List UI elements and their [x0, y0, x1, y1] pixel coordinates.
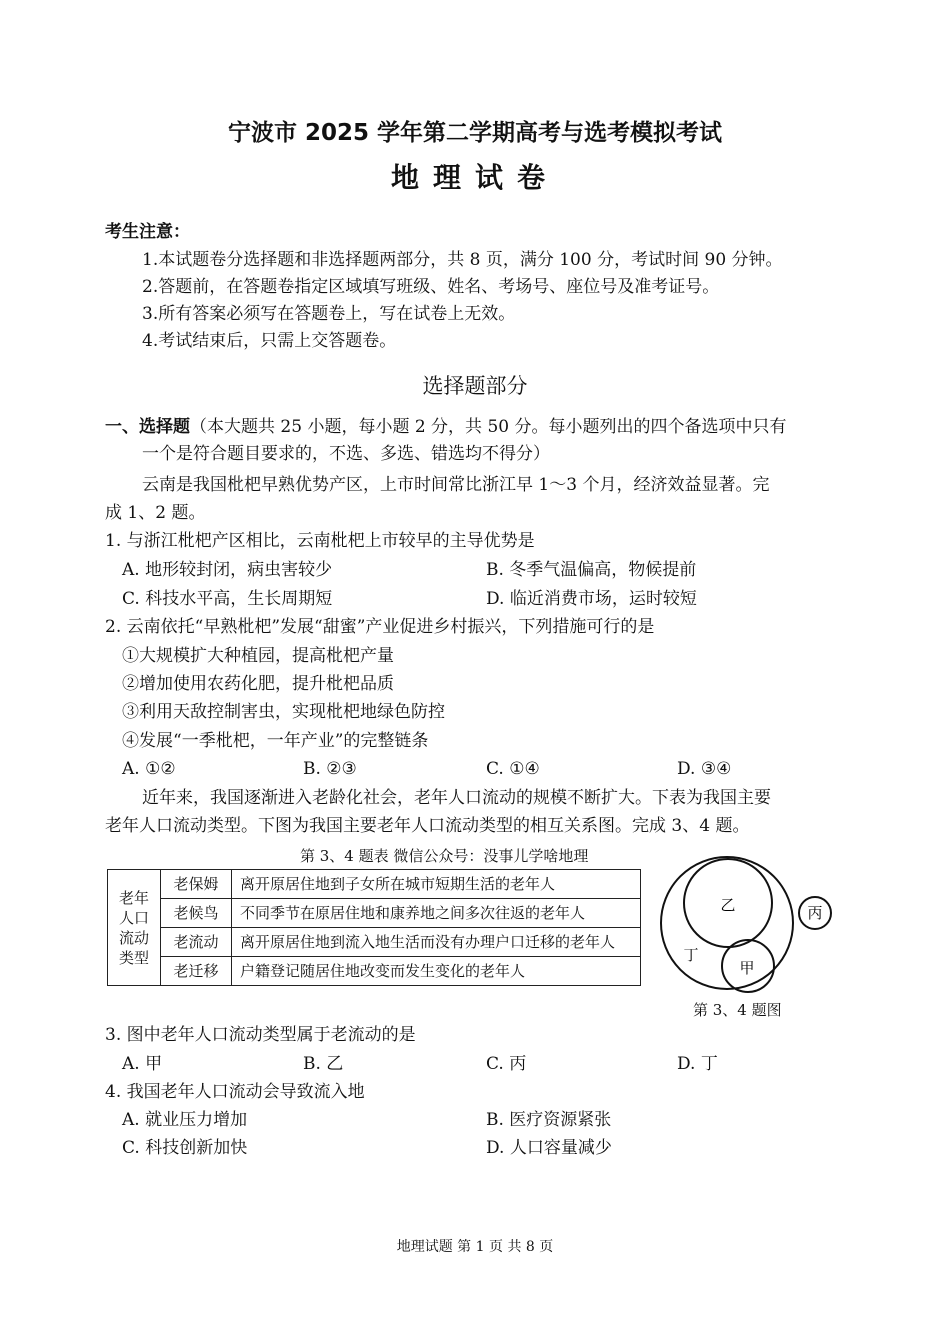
- q2-item-2: ②增加使用农药化肥，提升枇杷品质: [122, 674, 394, 694]
- q3-option-b: B. 乙: [303, 1054, 344, 1074]
- table-row: [108, 957, 641, 986]
- q2-option-a: A. ①②: [122, 759, 176, 779]
- passage1-line1: 云南是我国枇杷早熟优势产区，上市时间常比浙江早 1～3 个月，经济效益显著。完: [142, 475, 770, 495]
- q1-stem: 1. 与浙江枇杷产区相比，云南枇杷上市较早的主导优势是: [105, 531, 535, 551]
- table-cell-type: 老候鸟: [161, 899, 232, 928]
- q4-option-d: D. 人口容量减少: [486, 1138, 612, 1158]
- exam-title: 宁波市 2025 学年第二学期高考与选考模拟考试: [227, 120, 723, 146]
- q4-option-c: C. 科技创新加快: [122, 1138, 248, 1158]
- q4-option-a: A. 就业压力增加: [122, 1110, 248, 1130]
- passage2-line1: 近年来，我国逐渐进入老龄化社会，老年人口流动的规模不断扩大。下表为我国主要: [142, 788, 771, 808]
- table-caption: 第 3、4 题表 微信公众号：没事儿学啥地理: [300, 847, 589, 865]
- q1-option-d: D. 临近消费市场，运时较短: [486, 589, 697, 609]
- table-cell-desc: 离开原居住地到流入地生活而没有办理户口迁移的老年人: [232, 928, 641, 957]
- part1-instr2: 一个是符合题目要求的，不选、多选、错选均不得分）: [142, 444, 550, 464]
- section-title: 选择题部分: [422, 374, 528, 398]
- q2-option-d: D. ③④: [677, 759, 732, 779]
- part1-line1: [105, 415, 787, 439]
- table-row: [108, 870, 641, 899]
- q2-item-1: ①大规模扩大种植园，提高枇杷产量: [122, 646, 394, 666]
- figure-caption: 第 3、4 题图: [693, 1001, 782, 1019]
- q3-stem: 3. 图中老年人口流动类型属于老流动的是: [105, 1025, 416, 1045]
- notice-item-2: 2.答题前，在答题卷指定区域填写班级、姓名、考场号、座位号及准考证号。: [142, 277, 720, 297]
- part1-instr1: （本大题共 25 小题，每小题 2 分，共 50 分。每小题列出的四个备选项中只有: [190, 417, 787, 437]
- q3-option-c: C. 丙: [486, 1054, 527, 1074]
- q4-stem: 4. 我国老年人口流动会导致流入地: [105, 1082, 365, 1102]
- notice-item-4: 4.考试结束后，只需上交答题卷。: [142, 331, 397, 351]
- q3-option-d: D. 丁: [677, 1054, 718, 1074]
- table-row: [108, 899, 641, 928]
- label-ding: 丁: [683, 946, 699, 964]
- table-row-header: 老年人口流动类型: [108, 870, 161, 986]
- notice-item-1: 1.本试题卷分选择题和非选择题两部分，共 8 页，满分 100 分，考试时间 90 分钟。: [142, 250, 783, 270]
- q1-option-a: A. 地形较封闭，病虫害较少: [122, 560, 333, 580]
- q2-option-c: C. ①④: [486, 759, 540, 779]
- label-jia: 甲: [739, 959, 755, 977]
- q2-stem: 2. 云南依托“早熟枇杷”发展“甜蜜”产业促进乡村振兴，下列措施可行的是: [105, 617, 655, 637]
- notice-heading: 考生注意：: [105, 222, 190, 242]
- q1-option-c: C. 科技水平高，生长周期短: [122, 589, 333, 609]
- table-cell-type: 老流动: [161, 928, 232, 957]
- label-yi: 乙: [720, 896, 736, 914]
- passage2-line2: 老年人口流动类型。下图为我国主要老年人口流动类型的相互关系图。完成 3、4 题。: [105, 816, 750, 836]
- table-cell-desc: 离开原居住地到子女所在城市短期生活的老年人: [232, 870, 641, 899]
- q2-option-b: B. ②③: [303, 759, 357, 779]
- migration-venn-diagram: [655, 855, 840, 995]
- migration-type-table: [107, 869, 641, 986]
- part1-label: 一、选择题: [105, 417, 190, 437]
- exam-subject: 地理试卷: [390, 161, 559, 194]
- label-bing: 丙: [807, 904, 823, 922]
- notice-item-3: 3.所有答案必须写在答题卷上，写在试卷上无效。: [142, 304, 516, 324]
- table-row: [108, 928, 641, 957]
- table-cell-desc: 不同季节在原居住地和康养地之间多次往返的老年人: [232, 899, 641, 928]
- q1-option-b: B. 冬季气温偏高，物候提前: [486, 560, 697, 580]
- q2-item-4: ④发展“一季枇杷，一年产业”的完整链条: [122, 731, 429, 751]
- q2-item-3: ③利用天敌控制害虫，实现枇杷地绿色防控: [122, 702, 445, 722]
- passage1-line2: 成 1、2 题。: [105, 503, 206, 523]
- table-cell-type: 老迁移: [161, 957, 232, 986]
- table-cell-desc: 户籍登记随居住地改变而发生变化的老年人: [232, 957, 641, 986]
- page-footer: 地理试题 第 1 页 共 8 页: [396, 1239, 554, 1255]
- q4-option-b: B. 医疗资源紧张: [486, 1110, 612, 1130]
- q3-option-a: A. 甲: [122, 1054, 163, 1074]
- table-cell-type: 老保姆: [161, 870, 232, 899]
